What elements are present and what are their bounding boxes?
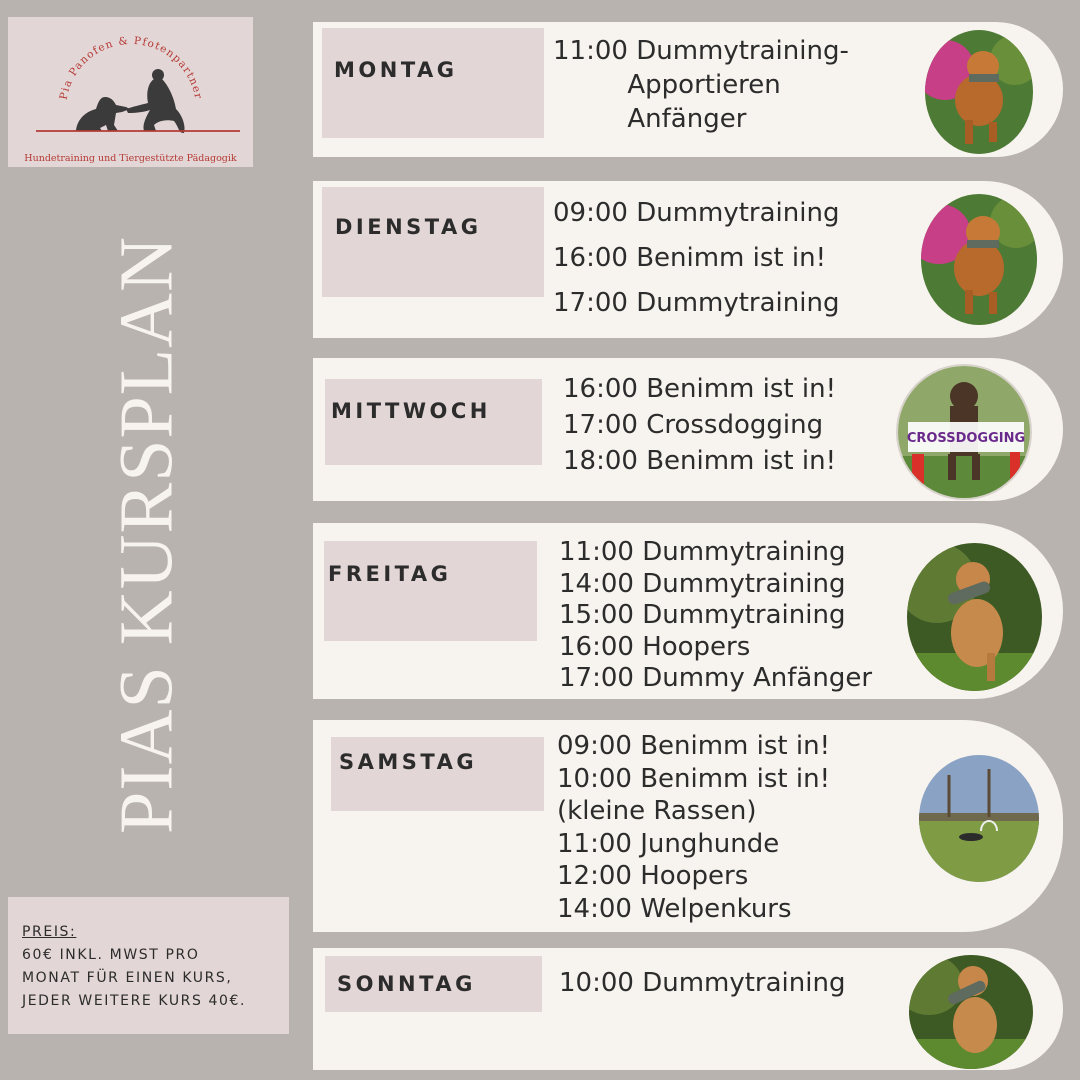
logo-name: Pia Panofen & Pfotenpartner (57, 34, 205, 101)
day-card-dienstag (313, 181, 1063, 338)
logo-mark (8, 17, 253, 167)
course-line: 14:00 Dummytraining (559, 568, 846, 599)
course-line: 18:00 Benimm ist in! (563, 446, 836, 476)
course-list (553, 191, 839, 326)
course-line: 12:00 Hoopers (557, 861, 749, 891)
price-box (8, 897, 289, 1034)
day-label-box (331, 737, 544, 811)
course-line: 16:00 Benimm ist in! (563, 374, 836, 404)
course-line: 15:00 Dummytraining (559, 600, 846, 630)
course-line: 11:00 Dummytraining (559, 537, 846, 567)
day-name: MITTWOCH (331, 399, 491, 423)
price-line: 60€ INKL. MWST PRO (22, 947, 200, 963)
price-line: MONAT FÜR EINEN KURS, (22, 970, 233, 986)
price-label: PREIS: (22, 924, 77, 940)
course-list (563, 371, 836, 479)
course-line: Anfänger (553, 104, 747, 134)
course-line: 17:00 Dummy Anfänger (559, 663, 873, 693)
day-label-box (325, 956, 542, 1012)
course-line: (kleine Rassen) (557, 796, 757, 826)
puppy-running-photo (921, 194, 1037, 325)
day-name: SAMSTAG (339, 750, 478, 774)
course-line: 17:00 Dummytraining (553, 288, 840, 318)
badge-text: CROSSDOGGING (906, 431, 1026, 446)
day-name: DIENSTAG (335, 215, 482, 239)
day-card-samstag (313, 720, 1063, 932)
day-name: SONNTAG (337, 972, 476, 996)
day-name: FREITAG (328, 562, 452, 586)
price-line: JEDER WEITERE KURS 40€. (22, 993, 247, 1009)
course-line: 10:00 Benimm ist in! (557, 763, 830, 794)
day-card-mittwoch (313, 358, 1063, 501)
course-list (559, 537, 872, 695)
dog-with-dummy-photo (907, 543, 1042, 691)
puppy-running-photo (925, 30, 1033, 154)
course-list (557, 730, 830, 925)
course-list (553, 34, 849, 136)
svg-text:Pia Panofen & Pfotenpartner (58, 35, 205, 101)
course-line: 16:00 Hoopers (559, 631, 751, 662)
course-line: 17:00 Crossdogging (563, 410, 824, 440)
day-card-sonntag (313, 948, 1063, 1070)
day-label-box (325, 379, 542, 465)
crossdogging-photo (896, 364, 1032, 500)
logo-subtitle: Hundetraining und Tiergestützte Pädagogik (24, 153, 237, 164)
hoopers-field-photo (919, 755, 1039, 882)
course-line: 11:00 Junghunde (557, 828, 780, 859)
day-label-box (324, 541, 537, 641)
course-line: 16:00 Benimm ist in! (553, 243, 826, 273)
course-list (559, 965, 845, 1001)
course-line: Apportieren (553, 70, 781, 100)
day-card-montag (313, 22, 1063, 157)
logo (8, 17, 253, 167)
course-line: 14:00 Welpenkurs (557, 893, 792, 924)
course-line: 11:00 Dummytraining- (553, 36, 849, 66)
course-line: 09:00 Benimm ist in! (557, 731, 830, 761)
day-name: MONTAG (334, 58, 458, 82)
course-line: 09:00 Dummytraining (553, 198, 840, 228)
dog-with-dummy-photo (909, 955, 1033, 1069)
day-label-box (322, 187, 544, 297)
day-card-freitag (313, 523, 1063, 699)
page-title: PIAS KURSPLAN (104, 236, 189, 834)
day-label-box (322, 28, 544, 138)
course-line: 10:00 Dummytraining (559, 968, 846, 998)
